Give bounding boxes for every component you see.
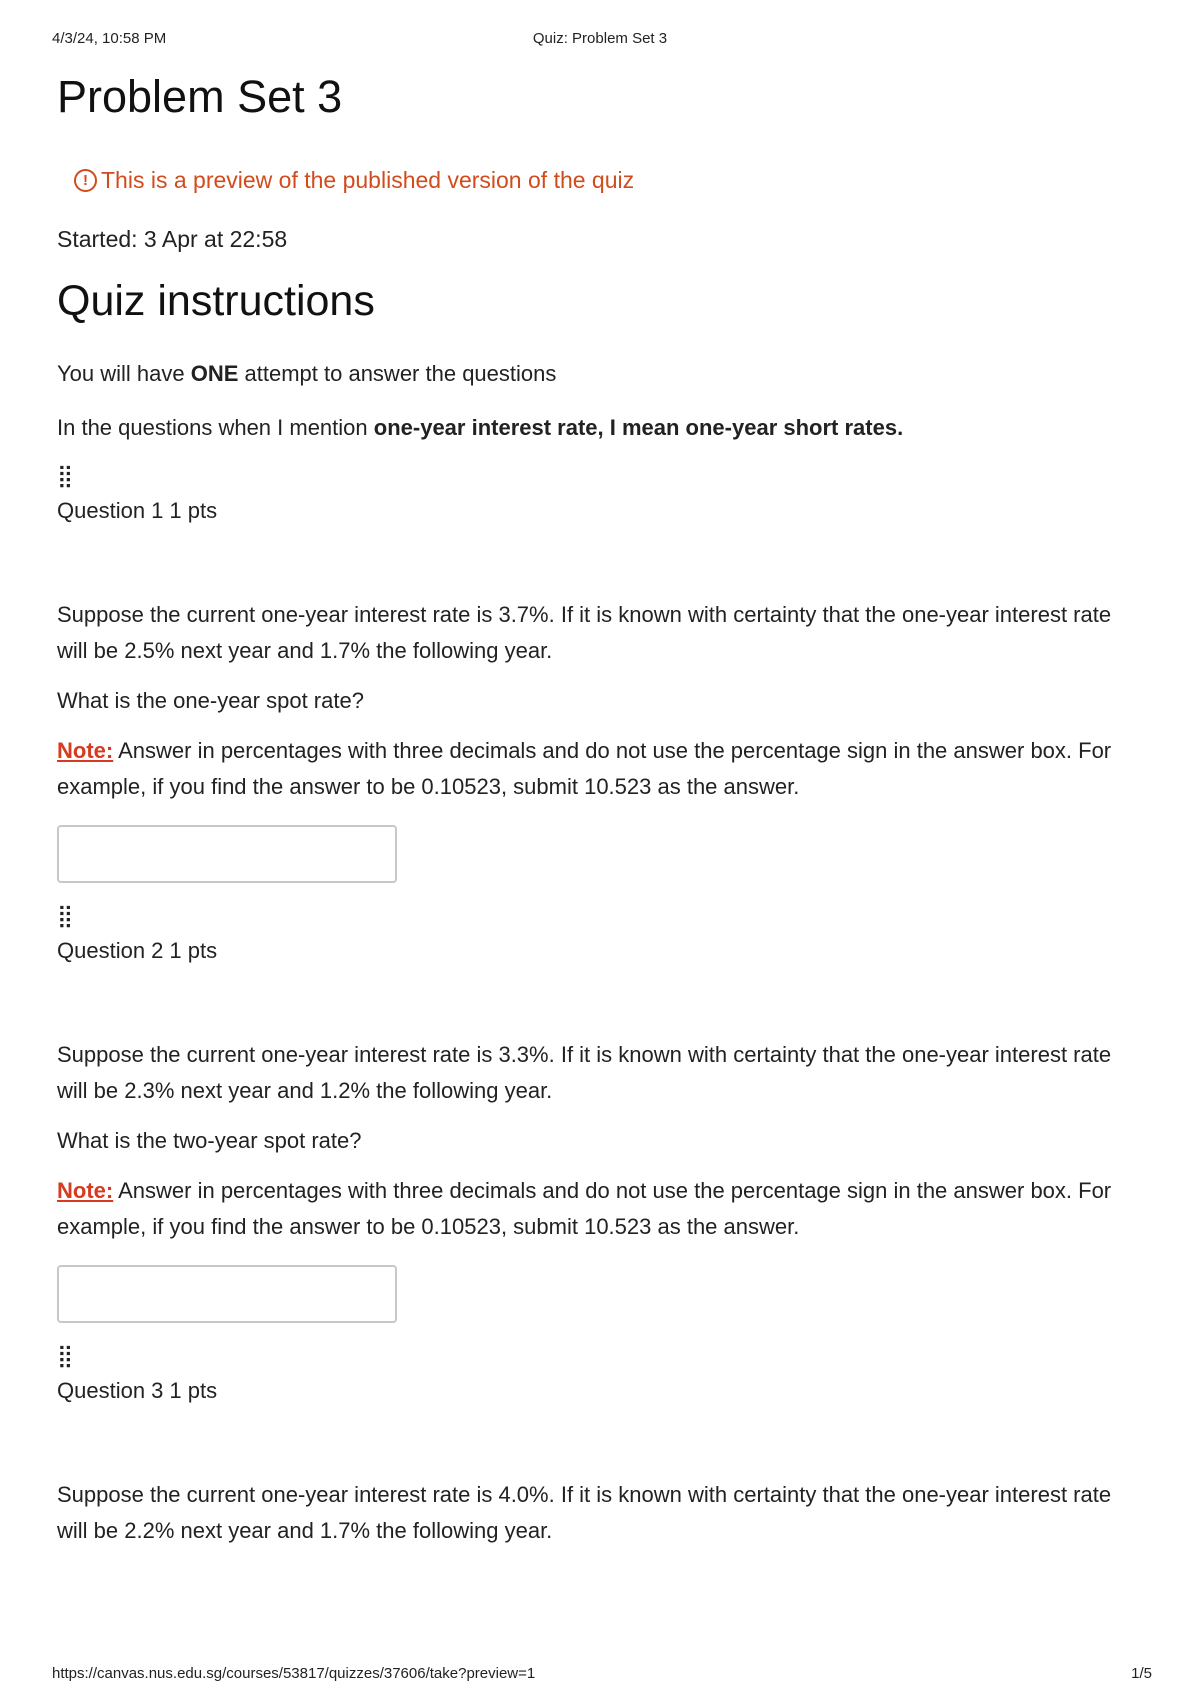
warning-icon: ! — [74, 169, 97, 192]
print-datetime: 4/3/24, 10:58 PM — [52, 30, 167, 47]
question-header — [57, 1377, 1147, 1405]
question-3 — [57, 1343, 1147, 1549]
instructions-line-2-bold: one-year interest rate, I mean one-year short rates. — [373, 415, 904, 440]
question-text: Suppose the current one-year interest rate is 3.3%. If it is known with certainty that the one-year interest rate will be 2.3% next year and 1.2% the following year. — [57, 1042, 1112, 1103]
question-points: 1 pts — [169, 498, 218, 523]
question-text: Suppose the current one-year interest rate is 3.7%. If it is known with certainty that the one-year interest rate will be 2.5% next year and 1.7% the following year. — [57, 602, 1112, 663]
question-label: Question 3 — [57, 1378, 164, 1403]
instructions-heading: Quiz instructions — [57, 277, 375, 325]
question-header — [57, 497, 1147, 525]
drag-handle-icon[interactable]: ⣿ — [57, 1343, 72, 1368]
question-text: Suppose the current one-year interest rate is 4.0%. If it is known with certainty that the one-year interest rate will be 2.2% next year and 1.7% the following year. — [57, 1482, 1112, 1543]
page-title: Problem Set 3 — [57, 71, 343, 122]
question-body — [57, 597, 1127, 805]
note-label: Note: — [57, 738, 114, 763]
question-note — [57, 733, 1127, 805]
instructions-line-1-bold: ONE — [190, 361, 239, 386]
drag-handle-icon[interactable]: ⣿ — [57, 903, 72, 928]
question-body — [57, 1477, 1127, 1549]
note-text: Answer in percentages with three decimals and do not use the percentage sign in the answer box. For example, if you find the answer to be 0.10523, submit 10.523 as the answer. — [57, 1178, 1112, 1239]
question-2 — [57, 903, 1147, 1323]
print-url: https://canvas.nus.edu.sg/courses/53817/quizzes/37606/take?preview=1 — [52, 1665, 536, 1682]
print-page-title: Quiz: Problem Set 3 — [532, 30, 668, 47]
drag-handle-icon[interactable]: ⣿ — [57, 463, 72, 488]
instructions-line-1-prefix: You will have — [57, 361, 191, 386]
question-label: Question 2 — [57, 938, 164, 963]
question-label: Question 1 — [57, 498, 164, 523]
preview-notice-text: This is a preview of the published version of the quiz — [101, 166, 635, 193]
note-label: Note: — [57, 1178, 114, 1203]
started-timestamp: Started: 3 Apr at 22:58 — [57, 226, 288, 252]
answer-input[interactable] — [57, 825, 397, 883]
instructions-line-1 — [57, 359, 1147, 389]
question-points: 1 pts — [169, 1378, 218, 1403]
question-ask: What is the one-year spot rate? — [57, 688, 364, 713]
instructions-line-2 — [57, 413, 1147, 443]
question-header — [57, 937, 1147, 965]
question-points: 1 pts — [169, 938, 218, 963]
instructions-line-1-suffix: attempt to answer the questions — [238, 361, 557, 386]
question-1 — [57, 463, 1147, 883]
quiz-content — [57, 70, 1147, 1549]
question-body — [57, 1037, 1127, 1245]
answer-input[interactable] — [57, 1265, 397, 1323]
question-note — [57, 1173, 1127, 1245]
question-ask: What is the two-year spot rate? — [57, 1128, 362, 1153]
preview-notice — [74, 164, 1147, 196]
note-text: Answer in percentages with three decimals and do not use the percentage sign in the answer box. For example, if you find the answer to be 0.10523, submit 10.523 as the answer. — [57, 738, 1112, 799]
instructions-line-2-prefix: In the questions when I mention — [57, 415, 374, 440]
print-page-number: 1/5 — [1131, 1665, 1152, 1682]
